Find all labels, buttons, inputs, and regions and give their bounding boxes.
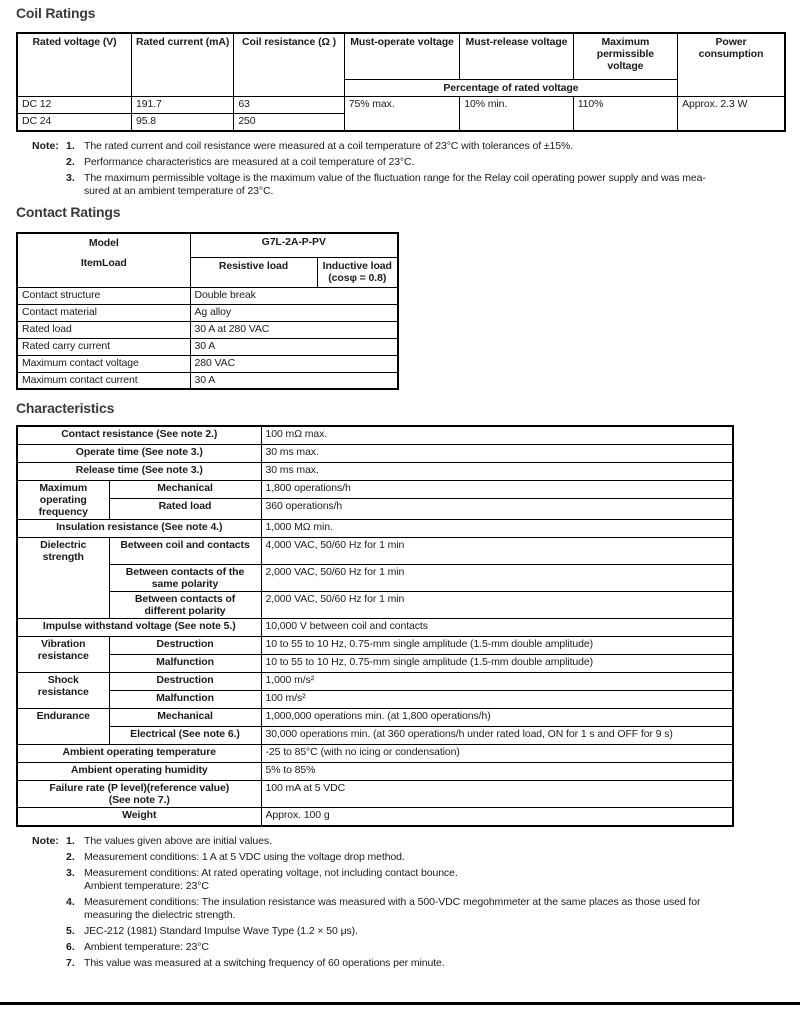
note-item — [32, 867, 786, 893]
table-cell: 10% min. — [460, 96, 573, 131]
row-sublabel: Malfunction — [109, 654, 261, 672]
row-value: Approx. 100 g — [261, 807, 733, 826]
row-value: -25 to 85°C (with no icing or condensation) — [261, 744, 733, 762]
note-text: The rated current and coil resistance were measured at a coil temperature of 23°C with tolerances of ±15%. — [84, 140, 574, 152]
note-number: 1. — [66, 835, 75, 848]
table-cell: Approx. 2.3 W — [678, 96, 785, 131]
row-sublabel: Rated load — [109, 498, 261, 519]
row-label: Operate time (See note 3.) — [17, 444, 261, 462]
row-label: Impulse withstand voltage (See note 5.) — [17, 618, 261, 636]
table-row — [17, 636, 733, 654]
coil-ratings-heading: Coil Ratings — [16, 5, 96, 21]
column-header: Coil resistance (Ω ) — [234, 33, 344, 96]
table-row — [17, 338, 398, 355]
row-label: Maximum contact voltage — [17, 355, 190, 372]
row-value: 30 A — [190, 338, 398, 355]
note-number: 5. — [66, 925, 75, 938]
table-row — [17, 355, 398, 372]
table-row — [17, 287, 398, 304]
note-text — [84, 172, 786, 198]
row-sublabel: Mechanical — [109, 708, 261, 726]
page-bottom-rule — [0, 1002, 800, 1005]
note-item — [32, 851, 786, 864]
note-number: 4. — [66, 896, 75, 909]
column-header: Rated voltage (V) — [17, 33, 131, 96]
table-cell: 63 — [234, 96, 344, 113]
note-text-line: Measurement conditions: At rated operating voltage, not including contact bounce. — [84, 867, 458, 880]
row-label-line: (See note 7.) — [108, 793, 170, 806]
note-label — [32, 851, 66, 864]
row-value: 100 m/s² — [261, 690, 733, 708]
row-label: Contact structure — [17, 287, 190, 304]
column-header-line: Inductive load — [322, 259, 392, 272]
row-value: 2,000 VAC, 50/60 Hz for 1 min — [261, 591, 733, 618]
table-row — [17, 744, 733, 762]
table-row — [17, 780, 733, 807]
row-value: 1,000,000 operations min. (at 1,800 operations/h) — [261, 708, 733, 726]
row-value: Ag alloy — [190, 304, 398, 321]
table-cell: 250 — [234, 113, 344, 131]
row-label-line: Failure rate (P level)(reference value) — [49, 781, 230, 794]
row-value: 30 A — [190, 372, 398, 389]
table-row — [17, 462, 733, 480]
row-value: 1,800 operations/h — [261, 480, 733, 498]
group-label: Endurance — [17, 708, 109, 744]
note-item — [32, 896, 786, 922]
row-sublabel: Destruction — [109, 672, 261, 690]
table-row — [17, 480, 733, 498]
characteristics-heading: Characteristics — [16, 400, 115, 417]
table-row — [17, 321, 398, 338]
table-cell: 95.8 — [131, 113, 233, 131]
note-text-line: The maximum permissible voltage is the maximum value of the fluctuation range for the Relay coil operating power supply and was mea- — [84, 172, 706, 185]
table-row — [17, 591, 733, 618]
table-row — [17, 519, 733, 537]
table-row — [17, 304, 398, 321]
table-cell: 110% — [573, 96, 677, 131]
note-number: 6. — [66, 941, 75, 954]
contact-ratings-table — [16, 232, 399, 390]
note-label — [32, 156, 66, 169]
row-value: 30,000 operations min. (at 360 operations/h under rated load, ON for 1 s and OFF for 9 s) — [261, 726, 733, 744]
product-model-header: G7L-2A-P-PV — [190, 233, 398, 257]
table-cell: DC 12 — [17, 96, 131, 113]
column-header: Rated current (mA) — [131, 33, 233, 96]
characteristics-notes — [32, 835, 786, 970]
column-header: Power consumption — [678, 33, 785, 96]
group-label: Vibration resistance — [17, 636, 109, 672]
note-text: Performance characteristics are measured at a coil temperature of 23°C. — [84, 156, 415, 169]
table-row — [17, 96, 785, 113]
row-label: Contact material — [17, 304, 190, 321]
note-label — [32, 172, 66, 198]
row-value: 360 operations/h — [261, 498, 733, 519]
table-row — [17, 654, 733, 672]
note-item — [32, 172, 786, 198]
note-text-line: Ambient temperature: 23°C — [84, 880, 209, 893]
row-value: 10 to 55 to 10 Hz, 0.75-mm single amplitude (1.5-mm double amplitude) — [261, 654, 733, 672]
table-row — [17, 690, 733, 708]
note-item — [32, 156, 786, 169]
group-label: Shock resistance — [17, 672, 109, 708]
note-text — [84, 867, 786, 893]
row-sublabel: Between contacts of different polarity — [109, 591, 261, 618]
note-text-line: measuring the dielectric strength. — [84, 909, 236, 922]
row-sublabel: Malfunction — [109, 690, 261, 708]
table-row — [17, 444, 733, 462]
row-value: 30 ms max. — [261, 462, 733, 480]
row-sublabel: Mechanical — [109, 480, 261, 498]
row-value: 100 mA at 5 VDC — [261, 780, 733, 807]
characteristics-table — [16, 425, 734, 827]
note-text — [84, 896, 786, 922]
note-label — [32, 941, 66, 954]
row-sublabel: Electrical (See note 6.) — [109, 726, 261, 744]
table-row — [17, 618, 733, 636]
note-number: 7. — [66, 957, 75, 970]
table-row — [17, 672, 733, 690]
row-label: Maximum contact current — [17, 372, 190, 389]
group-label: Maximum operating frequency — [17, 480, 109, 519]
column-header-line: (cosφ = 0.8) — [328, 271, 387, 284]
model-item-header — [17, 233, 190, 287]
note-label — [32, 867, 66, 893]
note-text-line: Measurement conditions: The insulation resistance was measured with a 500-VDC megohmmeter at the same places as those used for — [84, 896, 701, 909]
row-value: 4,000 VAC, 50/60 Hz for 1 min — [261, 537, 733, 564]
row-value: 1,000 MΩ min. — [261, 519, 733, 537]
note-item — [32, 941, 786, 954]
note-number: 2. — [66, 851, 75, 864]
model-label: Model — [88, 237, 119, 250]
table-row — [17, 372, 398, 389]
table-row — [17, 564, 733, 591]
table-row — [17, 708, 733, 726]
row-label: Insulation resistance (See note 4.) — [17, 519, 261, 537]
row-label: Ambient operating humidity — [17, 762, 261, 780]
note-text: Measurement conditions: 1 A at 5 VDC using the voltage drop method. — [84, 851, 405, 864]
column-header: Maximum permissible voltage — [573, 33, 677, 79]
row-value: 1,000 m/s² — [261, 672, 733, 690]
row-value: 280 VAC — [190, 355, 398, 372]
column-header: Must-release voltage — [460, 33, 573, 79]
row-sublabel: Between coil and contacts — [109, 537, 261, 564]
table-row — [17, 807, 733, 826]
table-row — [17, 426, 733, 444]
note-item — [32, 835, 786, 848]
table-row — [17, 537, 733, 564]
row-label: Ambient operating temperature — [17, 744, 261, 762]
note-label: Note: — [32, 835, 59, 848]
row-value: 30 ms max. — [261, 444, 733, 462]
note-number: 2. — [66, 156, 75, 169]
note-number: 1. — [66, 140, 75, 152]
row-label — [17, 780, 261, 807]
row-value: Double break — [190, 287, 398, 304]
note-label — [32, 925, 66, 938]
row-label: Weight — [17, 807, 261, 826]
note-label: Note: — [32, 140, 59, 152]
column-header: Resistive load — [190, 257, 317, 287]
note-item — [32, 140, 786, 153]
coil-ratings-table — [16, 32, 786, 132]
table-row — [17, 726, 733, 744]
row-value: 10 to 55 to 10 Hz, 0.75-mm single amplitude (1.5-mm double amplitude) — [261, 636, 733, 654]
note-text: This value was measured at a switching frequency of 60 operations per minute. — [84, 957, 445, 970]
row-label: Rated load — [17, 321, 190, 338]
row-value: 2,000 VAC, 50/60 Hz for 1 min — [261, 564, 733, 591]
itemload-label: ItemLoad — [80, 257, 127, 270]
table-cell: 75% max. — [344, 96, 460, 131]
contact-ratings-heading: Contact Ratings — [16, 204, 121, 221]
table-row — [17, 498, 733, 519]
note-label — [32, 896, 66, 922]
note-label — [32, 957, 66, 970]
subheader-cell: Percentage of rated voltage — [344, 79, 677, 96]
column-header — [317, 257, 398, 287]
row-value: 5% to 85% — [261, 762, 733, 780]
row-value: 10,000 V between coil and contacts — [261, 618, 733, 636]
row-label: Release time (See note 3.) — [17, 462, 261, 480]
table-cell: 191.7 — [131, 96, 233, 113]
row-sublabel: Between contacts of the same polarity — [109, 564, 261, 591]
note-item — [32, 957, 786, 970]
row-value: 30 A at 280 VAC — [190, 321, 398, 338]
table-row — [17, 233, 398, 257]
row-label: Rated carry current — [17, 338, 190, 355]
table-cell: DC 24 — [17, 113, 131, 131]
group-label: Dielectric strength — [17, 537, 109, 618]
note-number: 3. — [66, 867, 75, 880]
note-text: The values given above are initial values. — [84, 835, 272, 848]
column-header: Must-operate voltage — [344, 33, 460, 79]
table-row — [17, 762, 733, 780]
note-text-line: sured at an ambient temperature of 23°C. — [84, 185, 274, 198]
note-item — [32, 925, 786, 938]
table-row — [17, 33, 785, 79]
row-value: 100 mΩ max. — [261, 426, 733, 444]
row-sublabel: Destruction — [109, 636, 261, 654]
coil-notes — [32, 140, 786, 198]
row-label: Contact resistance (See note 2.) — [17, 426, 261, 444]
note-text: JEC-212 (1981) Standard Impulse Wave Type (1.2 × 50 μs). — [84, 925, 358, 938]
note-number: 3. — [66, 172, 75, 185]
note-text: Ambient temperature: 23°C — [84, 941, 209, 954]
